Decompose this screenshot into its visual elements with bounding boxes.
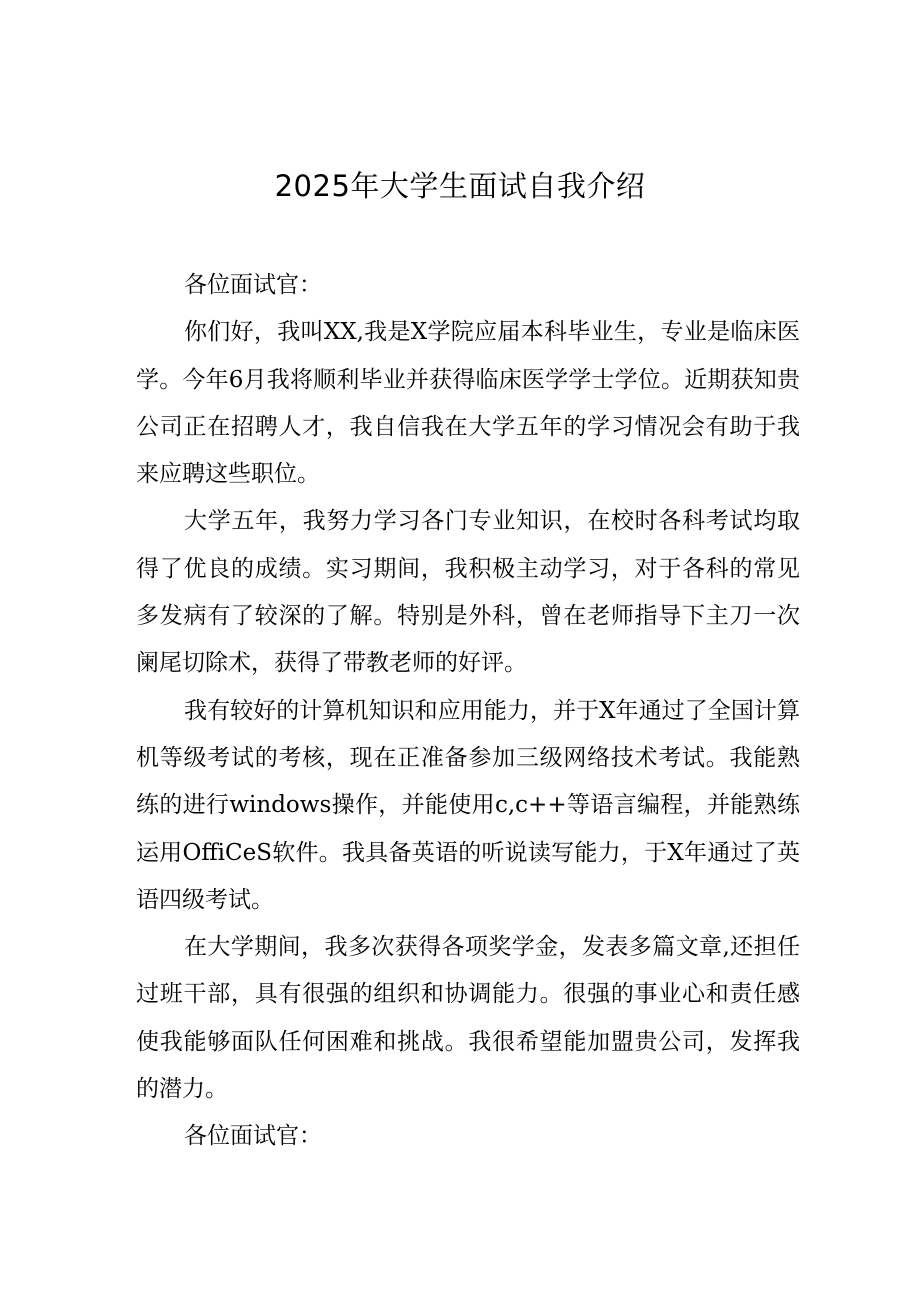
paragraph-skills: 我有较好的计算机知识和应用能力，并于X年通过了全国计算机等级考试的考核，现在正准备参加三级网络技术考试。我能熟练的进行windows操作，并能使用c,c++等语言编程，并能熟练运用OffiCeS软件。我具备英语的听说读写能力，于X年通过了英语四级考试。	[136, 697, 800, 913]
paragraph-activities: 在大学期间，我多次获得各项奖学金，发表多篇文章,还担任过班干部，具有很强的组织和协调能力。很强的事业心和责任感使我能够面队任何困难和挑战。我很希望能加盟贵公司，发挥我的潜力。	[136, 934, 800, 1103]
document-body	[136, 262, 800, 1161]
salutation-repeat: 各位面试官：	[184, 1123, 322, 1150]
paragraph-intro: 你们好，我叫XX,我是X学院应届本科毕业生，专业是临床医学。今年6月我将顺利毕业并获得临床医学学士学位。近期获知贵公司正在招聘人才，我自信我在大学五年的学习情况会有助于我来应聘这些职位。	[136, 319, 800, 488]
paragraph-study: 大学五年，我努力学习各门专业知识，在校时各科考试均取得了优良的成绩。实习期间，我积极主动学习，对于各科的常见多发病有了较深的了解。特别是外科，曾在老师指导下主刀一次阑尾切除术，获得了带教老师的好评。	[136, 508, 800, 677]
document-title: 2025年大学生面试自我介绍	[274, 169, 646, 203]
salutation: 各位面试官：	[184, 272, 322, 298]
